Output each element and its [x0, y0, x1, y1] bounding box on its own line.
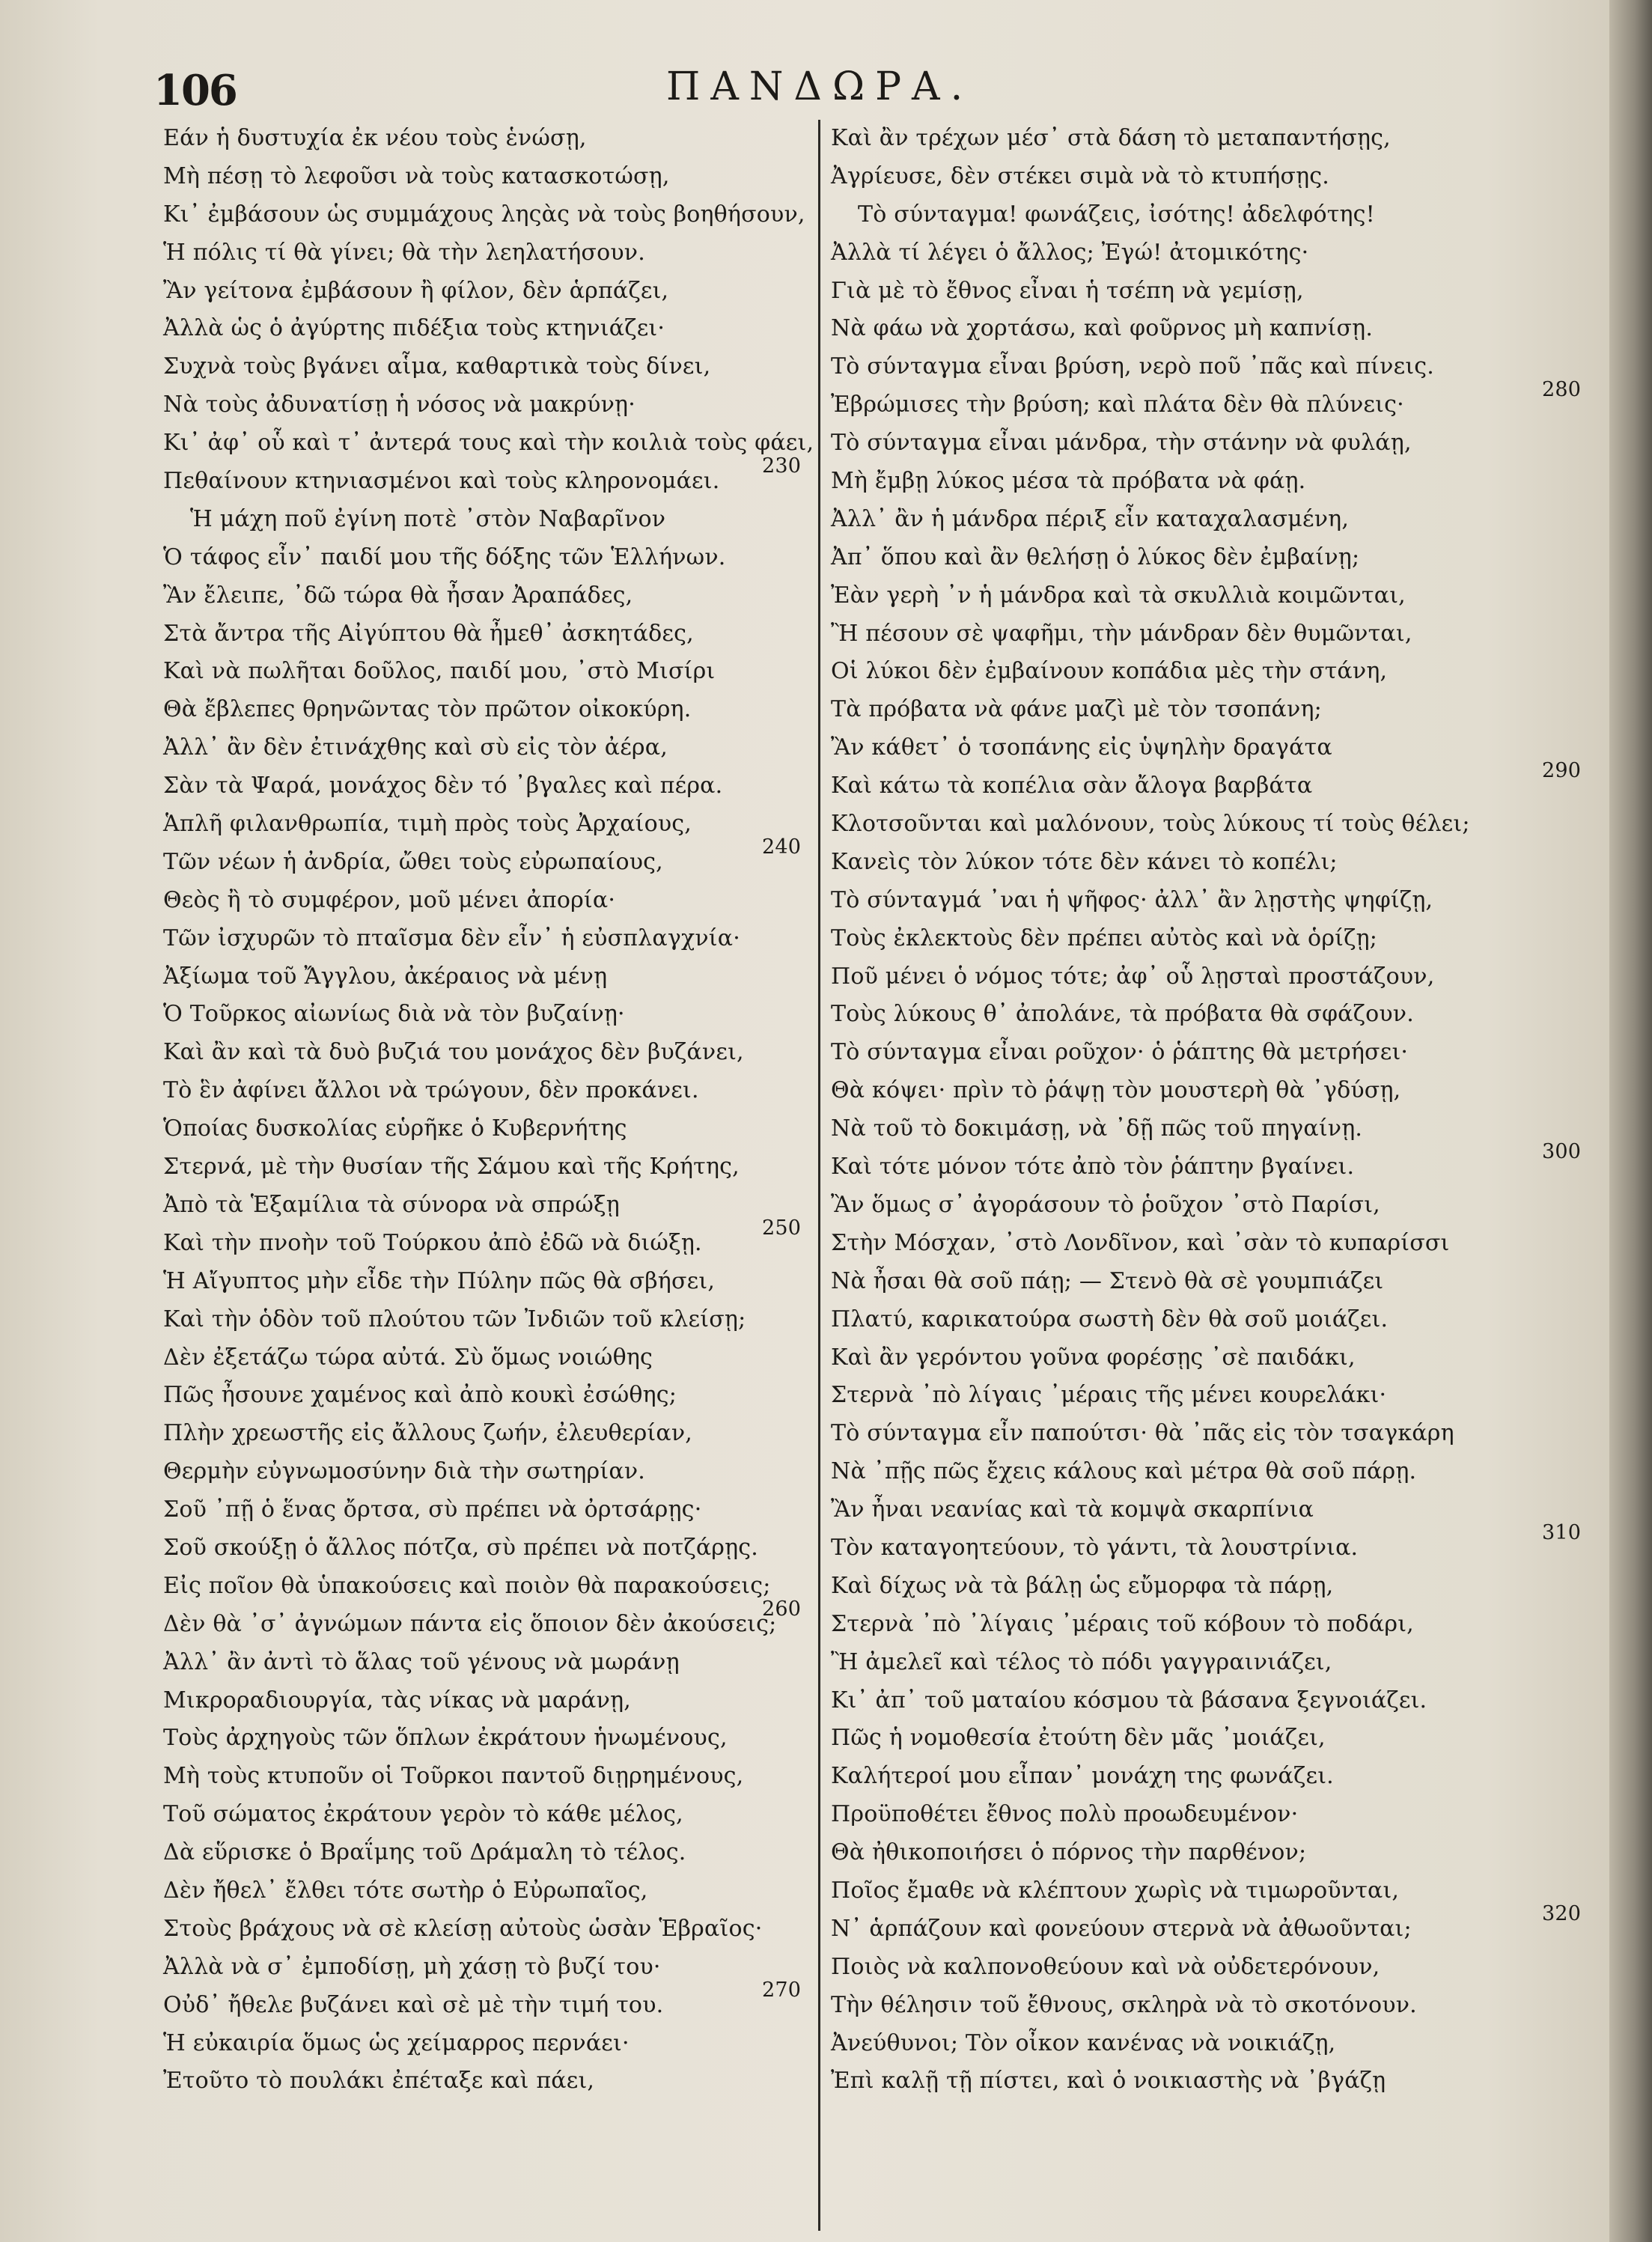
verse-text: Ἡ εὐκαιρία ὅμως ὡς χείμαρρος περνάει· [163, 2029, 630, 2056]
verse-line [163, 424, 814, 463]
verse-line [831, 729, 1609, 767]
verse-line [831, 1949, 1609, 1987]
verse-text: Δὲν ἤθελ᾿ ἔλθει τότε σωτὴρ ὁ Εὐρωπαῖος, [163, 1877, 648, 1904]
page-number: 106 [153, 66, 237, 115]
verse-line [163, 1034, 814, 1072]
verse-text: Σοῦ ᾿πῇ ὁ ἕνας ὄρτσα, σὺ πρέπει νὰ ὀρτσάρῃς· [163, 1496, 702, 1523]
verse-text: Ἐπὶ καλῇ τῇ πίστει, καὶ ὁ νοικιαστὴς νὰ ᾿βγάζῃ [831, 2068, 1386, 2095]
verse-line [163, 120, 814, 158]
verse-line [831, 463, 1609, 501]
verse-line [163, 805, 814, 844]
verse-line [831, 844, 1609, 882]
verse-line [831, 1263, 1609, 1301]
verse-text: Νὰ ἦσαι θὰ σοῦ πάῃ; — Στενὸ θὰ σὲ γουμπιάζει [831, 1267, 1384, 1294]
verse-text: Στὴν Μόσχαν, ᾿στὸ Λονδῖνον, καὶ ᾿σὰν τὸ κυπαρίσσι [831, 1229, 1450, 1256]
verse-text: Τοὺς λύκους θ᾿ ἀπολάνε, τὰ πρόβατα θὰ σφάζουν. [831, 1001, 1414, 1028]
verse-line [831, 691, 1609, 729]
verse-text: Οὐδ᾿ ἤθελε βυζάνει καὶ σὲ μὲ τὴν τιμή του. [163, 1991, 664, 2018]
verse-text: Ἡ Αἴγυπτος μὴν εἶδε τὴν Πύλην πῶς θὰ σβήσει, [163, 1267, 716, 1294]
verse-text: Τῶν νέων ἡ ἀνδρία, ὤθει τοὺς εὐρωπαίους, [163, 848, 663, 875]
verse-text: Στὰ ἄντρα τῆς Αἰγύπτου θὰ ἦμεθ᾿ ἀσκητάδες, [163, 620, 694, 647]
verse-line [163, 1491, 814, 1529]
verse-text: Μὴ πέσῃ τὸ λεφοῦσι νὰ τοὺς κατασκοτώσῃ, [163, 162, 670, 189]
verse-line [163, 1187, 814, 1225]
verse-text: Ἀπὸ τὰ Ἑξαμίλια τὰ σύνορα νὰ σπρώξῃ [163, 1191, 620, 1218]
facing-page-edge [1609, 0, 1652, 2242]
verse-line [831, 234, 1609, 272]
line-number: 310 [1542, 1520, 1582, 1544]
verse-line [163, 1568, 814, 1606]
verse-text: Στερνὰ ᾿πὸ λίγαις ᾿μέραις τῆς μένει κουρελάκι· [831, 1382, 1387, 1409]
verse-line [831, 1187, 1609, 1225]
verse-text: Τὸ σύνταγμα εἶναι μάνδρα, τὴν στάνην νὰ φυλάῃ, [831, 430, 1412, 457]
verse-text: Πλατύ, καρικατούρα σωστὴ δὲν θὰ σοῦ μοιάζει. [831, 1306, 1389, 1332]
verse-text: Καὶ τὴν πνοὴν τοῦ Τούρκου ἀπὸ ἐδῶ νὰ διώξῃ. [163, 1229, 702, 1256]
verse-line [163, 272, 814, 311]
verse-line [163, 1301, 814, 1339]
verse-line [163, 1263, 814, 1301]
verse-line [163, 386, 814, 424]
verse-line [163, 958, 814, 996]
verse-text: Ἀλλὰ τί λέγει ὁ ἄλλος; Ἐγώ! ἀτομικότης· [831, 239, 1309, 266]
verse-line [163, 1644, 814, 1682]
verse-line [831, 1682, 1609, 1720]
verse-text: Σοῦ σκούξῃ ὁ ἄλλος πότζα, σὺ πρέπει νὰ ποτζάρῃς. [163, 1534, 759, 1561]
line-number: 250 [762, 1216, 802, 1240]
verse-text: Τὸ ἓν ἀφίνει ἄλλοι νὰ τρώγουν, δὲν προκάνει. [163, 1077, 699, 1104]
verse-text: Καὶ ἂν γερόντου γοῦνα φορέσῃς ᾿σὲ παιδάκι, [831, 1344, 1356, 1371]
verse-text: Νὰ τοῦ τὸ δοκιμάσῃ, νὰ ᾿δῇ πῶς τοῦ πηγαίνῃ. [831, 1115, 1363, 1142]
verse-line [831, 378, 1609, 424]
verse-line [163, 1597, 814, 1644]
verse-line [163, 2062, 814, 2101]
verse-text: Τὸ σύνταγμα εἶν παπούτσι· θὰ ᾿πᾶς εἰς τὸν τσαγκάρη [831, 1420, 1454, 1447]
verse-line [831, 1339, 1609, 1377]
verse-line [163, 1910, 814, 1949]
verse-line [163, 1682, 814, 1720]
verse-text: Θὰ κόψει· πρὶν τὸ ῥάψῃ τὸν μουστερὴ θὰ ᾿γδύσῃ, [831, 1077, 1401, 1104]
verse-text: Ποιὸς νὰ καλπονοθεύουν καὶ νὰ οὐδετερόνουν, [831, 1953, 1380, 1980]
verse-text: Θὰ ἔβλεπες θρηνῶντας τὸν πρῶτον οἰκοκύρη. [163, 696, 692, 723]
verse-text: Εάν ἡ δυστυχία ἐκ νέου τοὺς ἑνώσῃ, [163, 125, 587, 151]
verse-text: Θερμὴν εὐγνωμοσύνην διὰ τὴν σωτηρίαν. [163, 1458, 645, 1485]
verse-text: Στοὺς βράχους νὰ σὲ κλείσῃ αὐτοὺς ὡσὰν Ἑβραῖος· [163, 1915, 763, 1942]
verse-text: Καὶ ἂν τρέχων μέσ᾿ στὰ δάση τὸ μεταπαντήσῃς, [831, 125, 1391, 151]
verse-line [831, 501, 1609, 539]
verse-line [831, 310, 1609, 348]
verse-line [163, 348, 814, 386]
verse-text: Σὰν τὰ Ψαρά, μονάχος δὲν τό ᾿βγαλες καὶ πέρα. [163, 773, 723, 799]
verse-line [831, 120, 1609, 158]
verse-text: Ὁ Τοῦρκος αἰωνίως διὰ νὰ τὸν βυζαίνῃ· [163, 1001, 625, 1028]
verse-text: Πεθαίνουν κτηνιασμένοι καὶ τοὺς κληρονομάει. [163, 468, 720, 495]
line-number: 290 [1542, 759, 1582, 783]
verse-line [163, 1834, 814, 1872]
verse-text: Μὴ τοὺς κτυποῦν οἱ Τοῦρκοι παντοῦ διῃρημένους, [163, 1763, 744, 1790]
verse-line [831, 539, 1609, 577]
verse-text: Δὲν ἐξετάζω τώρα αὐτά. Σὺ ὅμως νοιώθης [163, 1344, 653, 1371]
verse-line [163, 653, 814, 691]
verse-line [831, 1872, 1609, 1910]
line-number: 270 [762, 1978, 802, 2002]
verse-text: Πῶς ἡ νομοθεσία ἐτούτη δὲν μᾶς ᾿μοιάζει, [831, 1725, 1326, 1752]
verse-line [831, 196, 1609, 234]
verse-line [831, 1834, 1609, 1872]
verse-text: Γιὰ μὲ τὸ ἔθνος εἶναι ἡ τσέπη νὰ γεμίσῃ, [831, 277, 1304, 304]
verse-line [163, 920, 814, 958]
verse-line [831, 1034, 1609, 1072]
verse-line [163, 996, 814, 1034]
verse-text: Ἀνεύθυνοι; Τὸν οἶκον κανένας νὰ νοικιάζῃ, [831, 2029, 1336, 2056]
left-column [163, 120, 814, 2101]
verse-line [831, 1072, 1609, 1110]
line-number: 320 [1542, 1901, 1582, 1925]
verse-text: Πῶς ἦσουνε χαμένος καὶ ἀπὸ κουκὶ ἐσώθης; [163, 1382, 677, 1409]
verse-line [831, 1796, 1609, 1834]
verse-text: Καὶ νὰ πωλῆται δοῦλος, παιδί μου, ᾿στὸ Μισίρι [163, 658, 716, 685]
verse-line [163, 1872, 814, 1910]
verse-text: Ἀπ᾿ ὅπου καὶ ἂν θελήσῃ ὁ λύκος δὲν ἐμβαίνῃ; [831, 543, 1360, 570]
verse-line [163, 615, 814, 654]
verse-line [163, 882, 814, 920]
verse-text: Κι᾿ ἀφ᾿ οὗ καὶ τ᾿ ἀντερά τους καὶ τὴν κοιλιὰ τοὺς φάει, [163, 430, 814, 457]
verse-text: Τὴν θέλησιν τοῦ ἔθνους, σκληρὰ νὰ τὸ σκοτόνουν. [831, 1991, 1417, 2018]
verse-line [831, 1568, 1609, 1606]
verse-text: Ἢ ἀμελεῖ καὶ τέλος τὸ πόδι γαγγραινιάζει, [831, 1648, 1332, 1675]
verse-line [163, 1072, 814, 1110]
verse-line [831, 958, 1609, 996]
verse-text: Στερνά, μὲ τὴν θυσίαν τῆς Σάμου καὶ τῆς Κρήτης, [163, 1154, 740, 1181]
verse-text: Θεὸς ἢ τὸ συμφέρον, μοῦ μένει ἀπορία· [163, 886, 616, 913]
verse-line [163, 1339, 814, 1377]
verse-text: Τὸν καταγοητεύουν, τὸ γάντι, τὰ λουστρίνια. [831, 1534, 1359, 1561]
line-number: 260 [762, 1597, 802, 1621]
verse-text: Κι᾿ ἀπ᾿ τοῦ ματαίου κόσμου τὰ βάσανα ξεγνοιάζει. [831, 1687, 1427, 1714]
verse-line [831, 805, 1609, 844]
verse-line [831, 1719, 1609, 1758]
verse-line [163, 234, 814, 272]
verse-text: Ἀγρίευσε, δὲν στέκει σιμὰ νὰ τὸ κτυπήσῃς. [831, 162, 1330, 189]
verse-text: Μὴ ἔμβῃ λύκος μέσα τὰ πρόβατα νὰ φάῃ. [831, 468, 1306, 495]
verse-line [163, 1796, 814, 1834]
verse-text: Ὁποίας δυσκολίας εὑρῆκε ὁ Κυβερνήτης [163, 1115, 627, 1142]
verse-line [163, 1719, 814, 1758]
verse-line [831, 1377, 1609, 1415]
verse-line [831, 1606, 1609, 1644]
verse-text: Τὰ πρόβατα νὰ φάνε μαζὶ μὲ τὸν τσοπάνη; [831, 696, 1322, 723]
verse-text: Συχνὰ τοὺς βγάνει αἷμα, καθαρτικὰ τοὺς δίνει, [163, 353, 711, 380]
verse-line [163, 1377, 814, 1415]
verse-line [163, 501, 814, 539]
verse-line [163, 1529, 814, 1568]
verse-line [163, 454, 814, 501]
verse-text: Τοὺς ἐκλεκτοὺς δὲν πρέπει αὐτὸς καὶ νὰ ὁρίζῃ; [831, 924, 1378, 951]
verse-line [163, 2025, 814, 2063]
verse-text: Μικροραδιουργία, τὰς νίκας νὰ μαράνῃ, [163, 1687, 631, 1714]
verse-text: Καὶ τότε μόνον τότε ἀπὸ τὸν ῥάπτην βγαίνει. [831, 1154, 1355, 1181]
verse-text: Ἢ πέσουν σὲ ψαφῆμι, τὴν μάνδραν δὲν θυμῶνται, [831, 620, 1412, 647]
verse-line [163, 1110, 814, 1148]
verse-line [831, 759, 1609, 805]
verse-text: Θὰ ἠθικοποιήσει ὁ πόρνος τὴν παρθένον; [831, 1839, 1307, 1866]
verse-text: Προϋποθέτει ἔθνος πολὺ προωδευμένον· [831, 1801, 1299, 1828]
verse-line [831, 272, 1609, 311]
verse-text: Τὸ σύνταγμα εἶναι ροῦχον· ὁ ῥάπτης θὰ μετρήσει· [831, 1039, 1409, 1066]
verse-line [831, 882, 1609, 920]
verse-text: Ἀξίωμα τοῦ Ἄγγλου, ἀκέραιος νὰ μένῃ [163, 963, 608, 990]
verse-line [831, 577, 1609, 615]
line-number: 230 [762, 454, 802, 478]
verse-line [163, 1415, 814, 1453]
verse-line [831, 1520, 1609, 1568]
verse-line [163, 1758, 814, 1796]
line-number: 240 [762, 835, 802, 859]
verse-text: Τοὺς ἀρχηγοὺς τῶν ὅπλων ἐκράτουν ἡνωμένους, [163, 1725, 728, 1752]
verse-text: Δὰ εὕρισκε ὁ Βραΐμης τοῦ Δράμαλη τὸ τέλος. [163, 1839, 686, 1866]
verse-text: Καὶ δίχως νὰ τὰ βάλῃ ὡς εὔμορφα τὰ πάρῃ, [831, 1572, 1334, 1599]
verse-text: Καὶ κάτω τὰ κοπέλια σὰν ἄλογα βαρβάτα [831, 773, 1313, 799]
verse-text: Ἐὰν γερὴ ᾿ν ἡ μάνδρα καὶ τὰ σκυλλιὰ κοιμῶνται, [831, 582, 1406, 609]
verse-line [831, 424, 1609, 463]
verse-line [831, 158, 1609, 196]
verse-text: Ποῖος ἔμαθε νὰ κλέπτουν χωρὶς νὰ τιμωροῦνται, [831, 1877, 1400, 1904]
verse-line [831, 1110, 1609, 1148]
verse-line [831, 1225, 1609, 1263]
verse-text: Στερνὰ ᾿πὸ ᾿λίγαις ᾿μέραις τοῦ κόβουν τὸ ποδάρι, [831, 1610, 1414, 1637]
verse-line [163, 1978, 814, 2025]
verse-line [831, 920, 1609, 958]
verse-line [163, 577, 814, 615]
verse-text: Νὰ φάω νὰ χορτάσω, καὶ φοῦρνος μὴ καπνίσῃ. [831, 315, 1374, 342]
verse-text: Κανεὶς τὸν λύκον τότε δὲν κάνει τὸ κοπέλι; [831, 848, 1338, 875]
verse-text: Κλοτσοῦνται καὶ μαλόνουν, τοὺς λύκους τί τοὺς θέλει; [831, 811, 1470, 838]
verse-line [831, 2062, 1609, 2101]
verse-text: Ἀλλ᾿ ἂν δὲν ἐτινάχθης καὶ σὺ εἰς τὸν ἀέρα, [163, 734, 668, 761]
line-number: 300 [1542, 1140, 1582, 1164]
verse-text: Καλήτεροί μου εἶπαν᾿ μονάχη της φωνάζει. [831, 1763, 1334, 1790]
verse-line [831, 1415, 1609, 1453]
verse-text: Ἀλλὰ νὰ σ᾿ ἐμποδίσῃ, μὴ χάσῃ τὸ βυζί του· [163, 1953, 661, 1980]
verse-line [831, 996, 1609, 1034]
verse-line [831, 1301, 1609, 1339]
verse-line [163, 835, 814, 882]
column-divider [818, 120, 820, 2231]
verse-line [163, 158, 814, 196]
verse-text: Ἀλλ᾿ ἂν ἀντὶ τὸ ἅλας τοῦ γένους νὰ μωράνῃ [163, 1648, 680, 1675]
verse-text: Ὁ τάφος εἶν᾿ παιδί μου τῆς δόξης τῶν Ἑλλήνων. [163, 543, 726, 570]
verse-text: Καὶ ἂν καὶ τὰ δυὸ βυζιά του μονάχος δὲν βυζάνει, [163, 1039, 744, 1066]
verse-text: Ἂν γείτονα ἐμβάσουν ἢ φίλον, δὲν ἁρπάζει, [163, 277, 669, 304]
verse-line [163, 1216, 814, 1263]
verse-line [831, 1758, 1609, 1796]
verse-text: Τῶν ἰσχυρῶν τὸ πταῖσμα δὲν εἶν᾿ ἡ εὐσπλαγχνία· [163, 924, 740, 951]
verse-line [163, 691, 814, 729]
verse-line [831, 2025, 1609, 2063]
verse-text: Κι᾿ ἐμβάσουν ὡς συμμάχους ληςὰς νὰ τοὺς βοηθήσουν, [163, 201, 805, 228]
verse-line [831, 1491, 1609, 1529]
verse-line [163, 1949, 814, 1987]
verse-text: Ἐτοῦτο τὸ πουλάκι ἐπέταξε καὶ πάει, [163, 2068, 595, 2095]
verse-text: Νὰ τοὺς ἀδυνατίσῃ ἡ νόσος νὰ μακρύνῃ· [163, 392, 635, 418]
verse-text: Ἀλλὰ ὡς ὁ ἀγύρτης πιδέξια τοὺς κτηνιάζει· [163, 315, 665, 342]
verse-line [163, 1148, 814, 1187]
verse-text: Ἂν ὅμως σ᾿ ἀγοράσουν τὸ ῥοῦχον ᾿στὸ Παρίσι, [831, 1191, 1380, 1218]
verse-text: Τὸ σύνταγμά ᾿ναι ἡ ψῆφος· ἀλλ᾿ ἂν λῃστὴς ψηφίζῃ, [831, 886, 1433, 913]
verse-line [163, 1453, 814, 1491]
verse-text: Ποῦ μένει ὁ νόμος τότε; ἀφ᾿ οὗ λῃσταὶ προστάζουν, [831, 963, 1435, 990]
verse-text: Ἀλλ᾿ ἂν ἡ μάνδρα πέριξ εἶν καταχαλασμένη, [831, 505, 1350, 532]
verse-text: Ἐβρώμισες τὴν βρύση; καὶ πλάτα δὲν θὰ πλύνεις· [831, 392, 1404, 418]
right-column [831, 120, 1609, 2101]
verse-text: Τὸ σύνταγμα εἶναι βρύση, νερὸ ποῦ ᾿πᾶς καὶ πίνεις. [831, 353, 1435, 380]
verse-line [163, 539, 814, 577]
verse-line [163, 196, 814, 234]
verse-line [831, 615, 1609, 654]
verse-line [163, 310, 814, 348]
verse-line [163, 729, 814, 767]
verse-text: Τὸ σύνταγμα! φωνάζεις, ἰσότης! ἀδελφότης! [858, 201, 1375, 228]
verse-text: Καὶ τὴν ὁδὸν τοῦ πλούτου τῶν Ἰνδιῶν τοῦ κλείσῃ; [163, 1306, 746, 1332]
verse-text: Πλὴν χρεωστῆς εἰς ἄλλους ζωήν, ἐλευθερίαν, [163, 1420, 693, 1447]
verse-text: Ν᾿ ἁρπάζουν καὶ φονεύουν στερνὰ νὰ ἀθωοῦνται; [831, 1915, 1412, 1942]
verse-line [831, 1987, 1609, 2025]
running-title: ΠΑΝΔΩΡΑ. [666, 64, 974, 109]
verse-line [831, 1453, 1609, 1491]
verse-text: Ἂν κάθετ᾿ ὁ τσοπάνης εἰς ὑψηλὴν δραγάτα [831, 734, 1332, 761]
verse-text: Ἡ μάχη ποῦ ἐγίνη ποτὲ ᾿στὸν Ναβαρῖνον [190, 505, 666, 532]
verse-line [831, 1140, 1609, 1187]
verse-line [831, 348, 1609, 386]
verse-line [831, 1644, 1609, 1682]
verse-text: Εἰς ποῖον θὰ ὑπακούσεις καὶ ποιὸν θὰ παρακούσεις; [163, 1572, 771, 1599]
verse-text: Ἡ πόλις τί θὰ γίνει; θὰ τὴν λεηλατήσουν. [163, 239, 645, 266]
verse-line [831, 1901, 1609, 1949]
verse-text: Ἁπλῆ φιλανθρωπία, τιμὴ πρὸς τοὺς Ἀρχαίους, [163, 811, 692, 838]
verse-text: Ἂν ἦναι νεανίας καὶ τὰ κομψὰ σκαρπίνια [831, 1496, 1314, 1523]
verse-text: Δὲν θὰ ᾿σ᾿ ἀγνώμων πάντα εἰς ὅποιον δὲν ἀκούσεις; [163, 1610, 777, 1637]
verse-text: Ἂν ἔλειπε, ᾿δῶ τώρα θὰ ἦσαν Ἀραπάδες, [163, 582, 633, 609]
verse-text: Τοῦ σώματος ἐκράτουν γερὸν τὸ κάθε μέλος, [163, 1801, 683, 1828]
verse-text: Οἱ λύκοι δὲν ἐμβαίνουν κοπάδια μὲς τὴν στάνη, [831, 658, 1388, 685]
verse-line [831, 653, 1609, 691]
line-number: 280 [1542, 378, 1582, 402]
verse-line [163, 767, 814, 805]
verse-text: Νὰ ᾿πῇς πῶς ἔχεις κάλους καὶ μέτρα θὰ σοῦ πάρῃ. [831, 1458, 1417, 1485]
